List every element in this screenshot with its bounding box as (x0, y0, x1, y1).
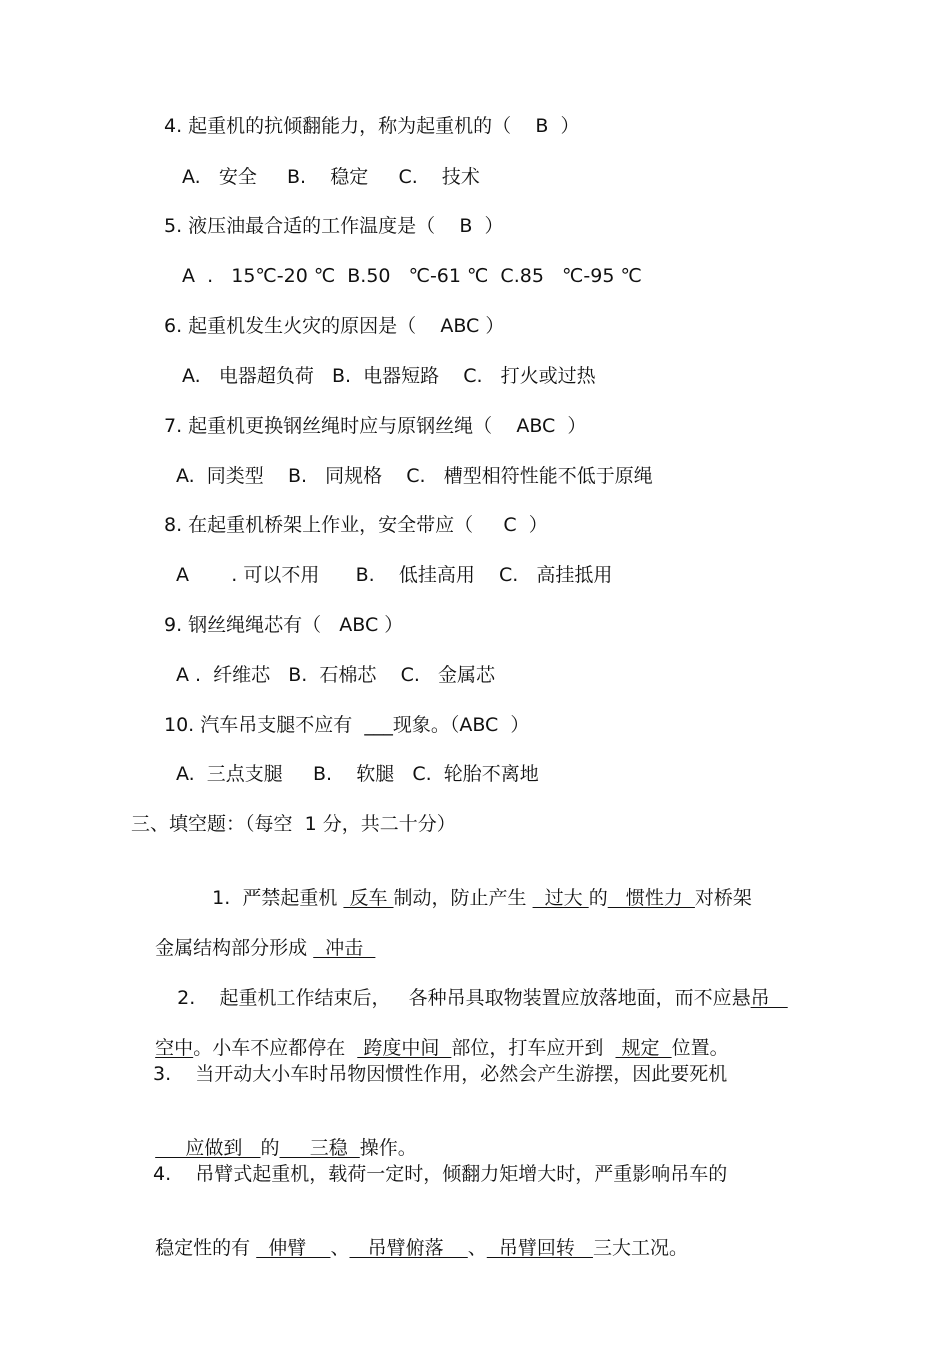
question-stem: 10. 汽车吊支腿不应有 ___现象。（ABC ） (164, 714, 530, 736)
fill-answer: 惯性力 (607, 887, 695, 909)
question-options: A . 可以不用 B. 低挂高用 C. 高挂抵用 (176, 564, 613, 586)
fill-answer: 三稳 (279, 1137, 360, 1159)
fill-text: 2. 起重机工作结束后， 各种吊具取物装置应放落地面，而不应悬 (177, 987, 751, 1009)
question-options: A. 安全 B. 稳定 C. 技术 (182, 166, 480, 188)
fill-text: 位置。 (671, 1037, 729, 1059)
question-options: A. 电器超负荷 B. 电器短路 C. 打火或过热 (182, 365, 596, 387)
fill-answer: 冲击 (313, 937, 376, 959)
fill-answer: 规定 (615, 1037, 672, 1059)
fill-text: 稳定性的有 (155, 1237, 257, 1259)
fill-text: 1. 严禁起重机 (212, 887, 344, 909)
fill-text: 3. 当开动大小车时吊物因惯性作用，必然会产生游摆，因此要死机 (153, 1063, 728, 1085)
question-stem: 9. 钢丝绳绳芯有（ ABC ） (164, 614, 404, 636)
fill-text: 4. 吊臂式起重机，载荷一定时，倾翻力矩增大时，严重影响吊车的 (153, 1163, 728, 1185)
question-stem: 4. 起重机的抗倾翻能力，称为起重机的（ B ） (164, 115, 580, 137)
fill-answer: 空中 (155, 1037, 194, 1059)
question-options: A . 15℃-20 ℃ B.50 ℃-61 ℃ C.85 ℃-95 ℃ (182, 265, 642, 287)
fill-answer: 吊臂俯落 (349, 1237, 468, 1259)
fill-text: 、 (330, 1237, 350, 1259)
fill-answer: 吊臂回转 (486, 1237, 593, 1259)
fill-answer: 吊 (750, 987, 788, 1009)
question-stem: 7. 起重机更换钢丝绳时应与原钢丝绳（ ABC ） (164, 415, 587, 437)
fill-answer: 反车 (343, 887, 394, 909)
fill-text: 操作。 (359, 1137, 417, 1159)
question-options: A. 同类型 B. 同规格 C. 槽型相符性能不低于原绳 (176, 465, 653, 487)
fill-answer: 应做到 (155, 1137, 261, 1159)
fill-text: 金属结构部分形成 (155, 937, 314, 959)
fill-answer: 伸臂 (256, 1237, 331, 1259)
fill-text: 。小车不应都停在 (193, 1037, 358, 1059)
fill-text: 对桥架 (694, 887, 752, 909)
question-options: A. 三点支腿 B. 软腿 C. 轮胎不离地 (176, 763, 539, 785)
fill-answer: 过大 (532, 887, 589, 909)
fill-text: 制动，防止产生 (393, 887, 533, 909)
question-stem: 8. 在起重机桥架上作业，安全带应（ C ） (164, 514, 548, 536)
question-stem: 5. 液压油最合适的工作温度是（ B ） (164, 215, 504, 237)
fill-text: 的 (260, 1137, 280, 1159)
question-stem: 6. 起重机发生火灾的原因是（ ABC ） (164, 315, 505, 337)
fill-text: 的 (588, 887, 608, 909)
fill-text: 部位，打车应开到 (451, 1037, 616, 1059)
question-options: A . 纤维芯 B. 石棉芯 C. 金属芯 (176, 664, 496, 686)
section-title: 三、填空题：（每空 1 分，共二十分） (131, 813, 456, 835)
fill-text: 三大工况。 (592, 1237, 688, 1259)
fill-text: 、 (467, 1237, 487, 1259)
fill-answer: 跨度中间 (357, 1037, 452, 1059)
